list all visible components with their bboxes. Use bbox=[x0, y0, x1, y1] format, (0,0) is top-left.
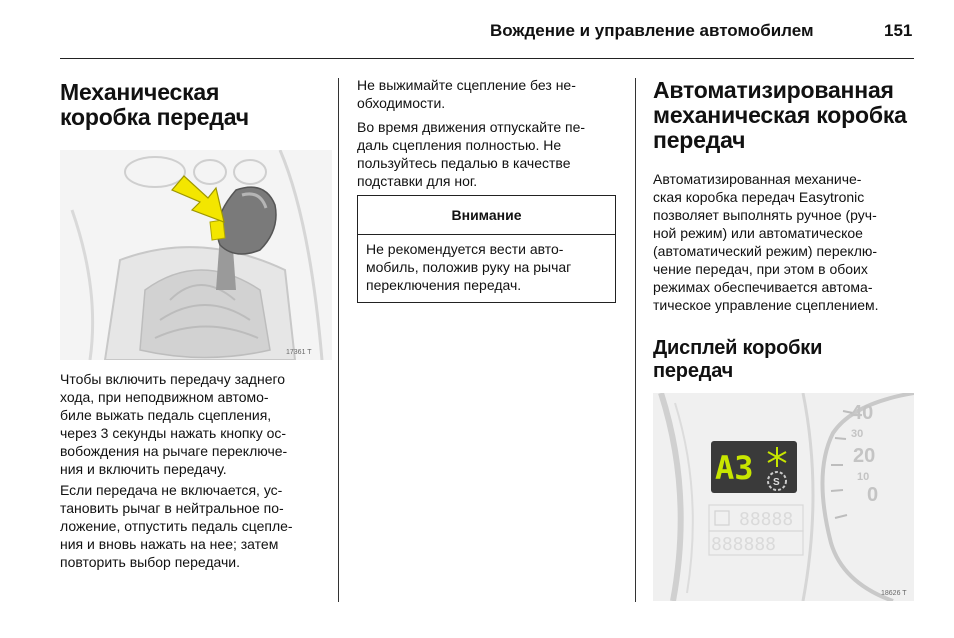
figure-label: 17361 T bbox=[286, 349, 312, 356]
odometer-bottom-display: 888888 bbox=[711, 534, 777, 555]
paragraph-reverse-gear: Чтобы включить передачу заднего хода, при неподвижном автомо- биле выжать педаль сцепления, через 3 секунды нажать кнопку ос- вобождения на рычаге переключе- ния и включить передачу. bbox=[60, 371, 288, 477]
warning-text: Не рекомендуется вести авто- мобиль, положив руку на рычаг переключения передач. bbox=[366, 241, 572, 293]
figure-label-display: 18626 T bbox=[881, 590, 907, 597]
paragraph-gear-not-engaged: Если передача не включается, ус- тановить рычаг в нейтральное по- ложение, отпустить педаль сцепле- ния и вновь нажать на нее; затем повторить выбор передачи. bbox=[60, 482, 293, 570]
section-heading-manual-gearbox: Механическая коробка передач bbox=[60, 79, 249, 130]
speed-mark-10: 10 bbox=[857, 471, 870, 483]
section-heading-easytronic: Автоматизированная механическая коробка передач bbox=[653, 77, 907, 153]
paragraph-easytronic: Автоматизированная механиче- ская коробка передач Easytronic позволяет выполнять ручное (руч- ной режим) или автоматическое (автоматический режим) переклю- чение передач, при этом в обоих режимах обеспечивается автома- тическое управление сцеплением. bbox=[653, 171, 879, 313]
odometer-top-display: 88888 bbox=[739, 509, 794, 530]
svg-text:S: S bbox=[773, 477, 780, 488]
header-divider bbox=[60, 58, 914, 59]
page-number: 151 bbox=[884, 21, 913, 40]
subheading-gearbox-display: Дисплей коробки передач bbox=[653, 337, 823, 382]
speed-mark-0: 0 bbox=[867, 484, 879, 506]
gearbox-display-illustration bbox=[653, 393, 914, 601]
warning-box bbox=[357, 195, 616, 303]
running-header: Вождение и управление автомобилем bbox=[490, 21, 814, 40]
speed-mark-20: 20 bbox=[853, 445, 876, 467]
speed-mark-40: 40 bbox=[851, 402, 874, 424]
paragraph-clutch-usage: Не выжимайте сцепление без не- обходимости. bbox=[357, 77, 576, 111]
gear-lever-illustration bbox=[60, 150, 332, 360]
paragraph-clutch-release: Во время движения отпускайте пе- даль сцепления полностью. Не пользуйтесь педалью в качестве подставки для ног. bbox=[357, 119, 586, 189]
warning-title: Внимание bbox=[358, 196, 615, 235]
column-divider-right bbox=[635, 78, 636, 602]
speed-mark-30: 30 bbox=[851, 428, 864, 440]
gear-readout: A3 bbox=[715, 449, 754, 487]
column-divider-left bbox=[338, 78, 339, 602]
